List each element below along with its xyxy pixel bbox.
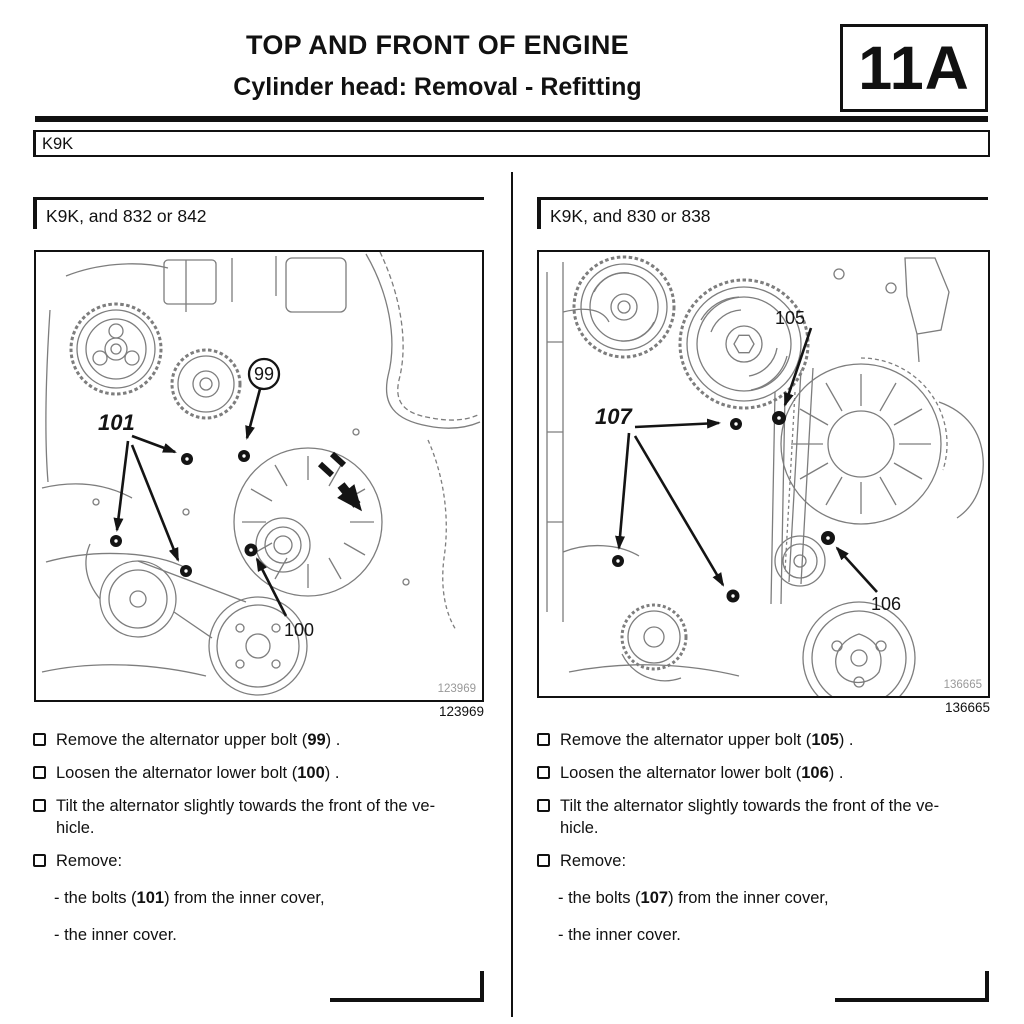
step-item [33,795,491,839]
variant-label-right: K9K, and 830 or 838 [537,197,988,229]
step-text: Remove the alternator upper bolt (105) . [560,731,854,749]
engine-code: K9K [42,135,74,153]
engine-line-art [547,257,983,696]
checkbox-bullet-icon [537,733,550,746]
page-corner-mark-right [835,971,989,1002]
callout-arrow [785,328,811,405]
figure-left-frame [34,250,484,702]
step-item [33,850,491,872]
section-code-box [840,24,988,112]
step-item [537,795,995,839]
callout-arrow [117,441,128,530]
checkbox-bullet-icon [33,854,46,867]
callout-upper-bolt-label: 99 [253,364,275,384]
checkbox-bullet-icon [537,799,550,812]
figure-watermark: 136665 [943,679,982,691]
column-divider [511,172,513,1017]
engine-code-box [33,130,990,157]
callout-arrow [247,389,260,438]
page-corner-mark-left [330,971,484,1002]
figure-number-right: 136665 [944,700,990,715]
step-text: - the bolts (107) from the inner cover, [558,889,829,907]
checkbox-bullet-icon [537,766,550,779]
figure-watermark: 123969 [437,683,476,695]
sub-step-item [558,887,995,909]
step-text: - the bolts (101) from the inner cover, [54,889,325,907]
figure-right-frame [537,250,990,698]
step-text: Remove the alternator upper bolt (99) . [56,731,341,749]
procedure-steps-right [537,729,995,957]
sub-step-item [558,924,995,946]
variant-label-left: K9K, and 832 or 842 [33,197,484,229]
callout-upper-bolt-label: 105 [775,308,806,328]
checkbox-bullet-icon [537,854,550,867]
step-text: - the inner cover. [54,926,177,944]
sub-step-item [54,924,491,946]
checkbox-bullet-icon [33,733,46,746]
page-subtitle: Cylinder head: Removal - Refitting [233,73,642,101]
callout-arrow [132,445,178,560]
callout-arrow [619,433,629,548]
page-title: TOP AND FRONT OF ENGINE [246,30,629,60]
step-item [33,729,491,751]
checkbox-bullet-icon [33,799,46,812]
step-text: Tilt the alternator slightly towards the front of the ve- hicle. [560,797,940,837]
step-text: Remove: [560,852,627,870]
step-text: Tilt the alternator slightly towards the front of the ve- hicle. [56,797,436,837]
step-text: Loosen the alternator lower bolt (100) . [56,764,340,782]
callout-inner-cover-bolts-label: 107 [595,404,632,429]
procedure-steps-left [33,729,491,957]
callout-arrow [837,548,877,592]
checkbox-bullet-icon [33,766,46,779]
step-item [537,729,995,751]
header-rule [35,116,988,122]
sub-step-item [54,887,491,909]
callout-lower-bolt-label: 106 [871,594,902,614]
engine-illustration-830-838 [539,252,988,696]
step-text: - the inner cover. [558,926,681,944]
step-item [537,850,995,872]
figure-number-left: 123969 [438,704,484,719]
engine-illustration-832-842 [36,252,482,700]
callout-arrow [132,436,175,452]
step-item [33,762,491,784]
callout-lower-bolt-label: 100 [284,620,315,640]
section-code: 11A [858,34,970,102]
step-text: Remove: [56,852,123,870]
callout-arrow [635,436,723,585]
callout-inner-cover-bolts-label: 101 [98,410,135,435]
callout-arrow [635,423,719,427]
step-item [537,762,995,784]
step-text: Loosen the alternator lower bolt (106) . [560,764,844,782]
engine-line-art [42,252,480,695]
